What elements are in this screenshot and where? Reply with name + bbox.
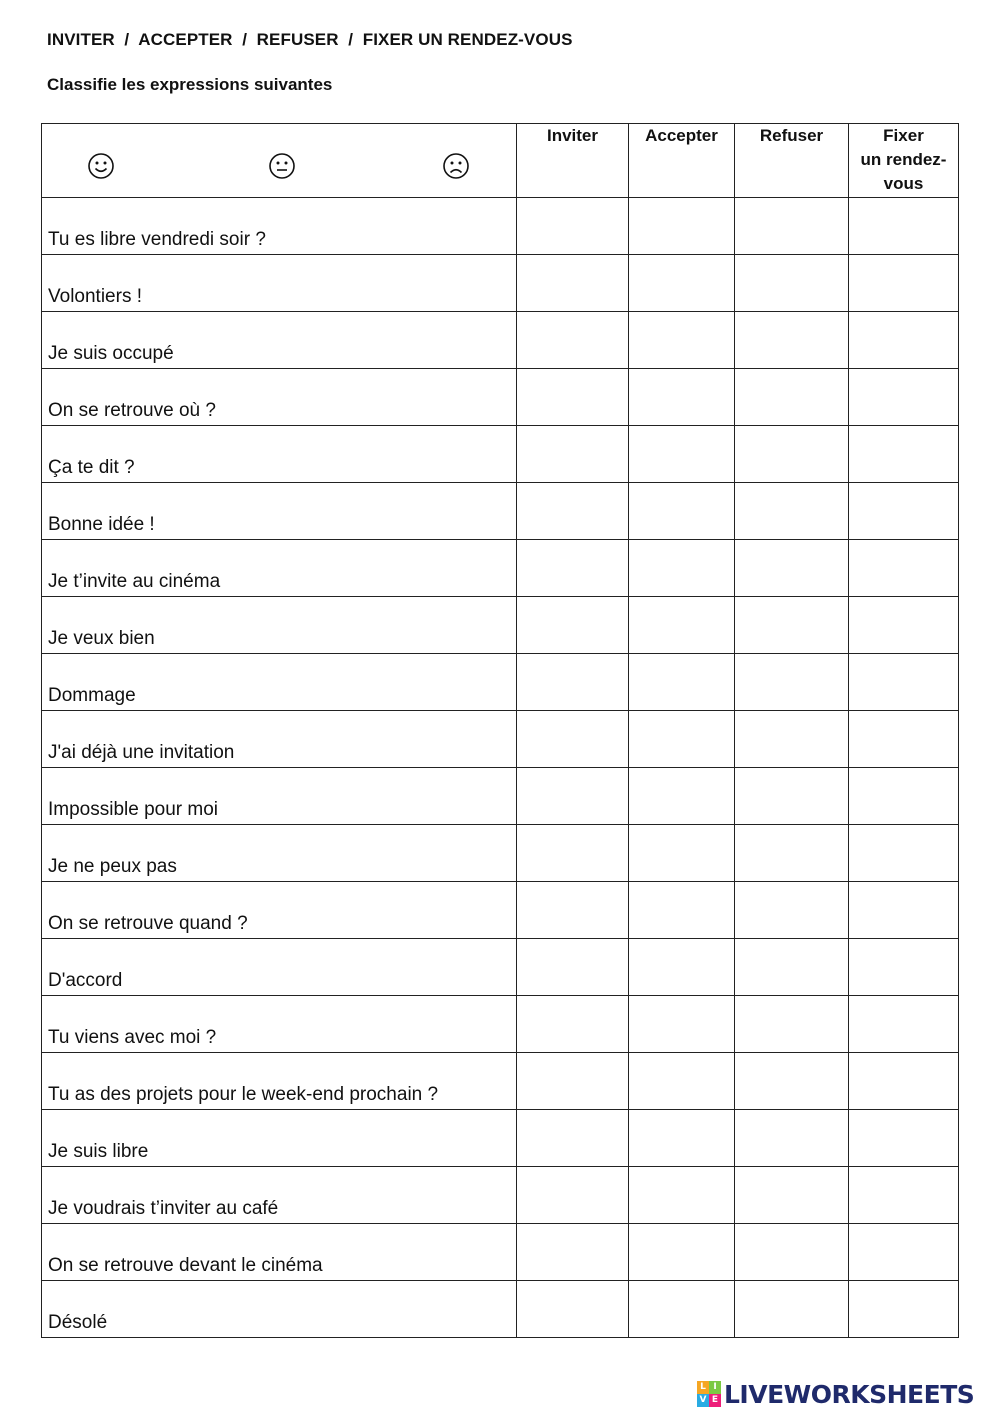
answer-cell-accepter[interactable]: [629, 654, 735, 711]
expression-cell: Je voudrais t’inviter au café: [42, 1167, 517, 1224]
expression-cell: Volontiers !: [42, 255, 517, 312]
expression-cell: Je suis occupé: [42, 312, 517, 369]
expression-cell: Ça te dit ?: [42, 426, 517, 483]
table-row: [42, 1224, 959, 1281]
answer-cell-fixer[interactable]: [849, 255, 959, 312]
answer-cell-inviter[interactable]: [517, 711, 629, 768]
liveworksheets-logo: [697, 1377, 974, 1411]
table-row: [42, 597, 959, 654]
answer-cell-fixer[interactable]: [849, 597, 959, 654]
answer-cell-accepter[interactable]: [629, 426, 735, 483]
answer-cell-inviter[interactable]: [517, 654, 629, 711]
answer-cell-refuser[interactable]: [735, 768, 849, 825]
answer-cell-refuser[interactable]: [735, 255, 849, 312]
answer-cell-fixer[interactable]: [849, 483, 959, 540]
answer-cell-refuser[interactable]: [735, 1053, 849, 1110]
expression-cell: On se retrouve où ?: [42, 369, 517, 426]
answer-cell-inviter[interactable]: [517, 996, 629, 1053]
column-header-fixer: [849, 124, 959, 198]
answer-cell-fixer[interactable]: [849, 939, 959, 996]
answer-cell-accepter[interactable]: [629, 1224, 735, 1281]
answer-cell-fixer[interactable]: [849, 825, 959, 882]
answer-cell-inviter[interactable]: [517, 483, 629, 540]
column-header-fixer-line1: Fixer: [883, 126, 924, 145]
answer-cell-refuser[interactable]: [735, 711, 849, 768]
expression-cell: Je ne peux pas: [42, 825, 517, 882]
expression-cell: Je suis libre: [42, 1110, 517, 1167]
answer-cell-refuser[interactable]: [735, 1110, 849, 1167]
expression-cell: Dommage: [42, 654, 517, 711]
table-row: [42, 540, 959, 597]
answer-cell-accepter[interactable]: [629, 1167, 735, 1224]
table-row: [42, 1053, 959, 1110]
answer-cell-fixer[interactable]: [849, 426, 959, 483]
answer-cell-accepter[interactable]: [629, 825, 735, 882]
answer-cell-refuser[interactable]: [735, 939, 849, 996]
answer-cell-accepter[interactable]: [629, 882, 735, 939]
answer-cell-inviter[interactable]: [517, 312, 629, 369]
answer-cell-refuser[interactable]: [735, 597, 849, 654]
answer-cell-inviter[interactable]: [517, 768, 629, 825]
answer-cell-accepter[interactable]: [629, 597, 735, 654]
answer-cell-refuser[interactable]: [735, 1224, 849, 1281]
expression-cell: Impossible pour moi: [42, 768, 517, 825]
answer-cell-fixer[interactable]: [849, 996, 959, 1053]
answer-cell-refuser[interactable]: [735, 540, 849, 597]
answer-cell-refuser[interactable]: [735, 1281, 849, 1338]
table-row: [42, 711, 959, 768]
answer-cell-accepter[interactable]: [629, 1281, 735, 1338]
expression-cell: Tu as des projets pour le week-end prochain ?: [42, 1053, 517, 1110]
table-row: [42, 255, 959, 312]
sad-face-icon: [441, 151, 471, 181]
logo-mark-icon: L I V E: [697, 1381, 721, 1407]
expression-cell: Tu viens avec moi ?: [42, 996, 517, 1053]
answer-cell-refuser[interactable]: [735, 654, 849, 711]
answer-cell-inviter[interactable]: [517, 882, 629, 939]
answer-cell-accepter[interactable]: [629, 711, 735, 768]
column-header-fixer-line3: vous: [883, 174, 924, 193]
answer-cell-fixer[interactable]: [849, 1281, 959, 1338]
answer-cell-accepter[interactable]: [629, 1110, 735, 1167]
answer-cell-fixer[interactable]: [849, 1053, 959, 1110]
expression-cell: On se retrouve quand ?: [42, 882, 517, 939]
answer-cell-refuser[interactable]: [735, 882, 849, 939]
answer-cell-fixer[interactable]: [849, 654, 959, 711]
answer-cell-refuser[interactable]: [735, 483, 849, 540]
table-row: [42, 312, 959, 369]
answer-cell-refuser[interactable]: [735, 198, 849, 255]
answer-cell-refuser[interactable]: [735, 426, 849, 483]
answer-cell-inviter[interactable]: [517, 540, 629, 597]
answer-cell-accepter[interactable]: [629, 768, 735, 825]
expression-cell: Tu es libre vendredi soir ?: [42, 198, 517, 255]
table-row: [42, 426, 959, 483]
logo-text: LIVEWORKSHEETS: [724, 1379, 975, 1409]
answer-cell-inviter[interactable]: [517, 198, 629, 255]
table-row: [42, 825, 959, 882]
answer-cell-refuser[interactable]: [735, 1167, 849, 1224]
answer-cell-accepter[interactable]: [629, 312, 735, 369]
column-header-refuser: Refuser: [735, 124, 849, 198]
answer-cell-accepter[interactable]: [629, 198, 735, 255]
expression-cell: Je t’invite au cinéma: [42, 540, 517, 597]
answer-cell-accepter[interactable]: [629, 369, 735, 426]
table-row: [42, 768, 959, 825]
answer-cell-accepter[interactable]: [629, 255, 735, 312]
answer-cell-fixer[interactable]: [849, 882, 959, 939]
table-row: [42, 369, 959, 426]
answer-cell-accepter[interactable]: [629, 483, 735, 540]
answer-cell-fixer[interactable]: [849, 768, 959, 825]
expression-cell: J'ai déjà une invitation: [42, 711, 517, 768]
answer-cell-fixer[interactable]: [849, 1110, 959, 1167]
smiley-header-cell: [42, 124, 517, 198]
answer-cell-inviter[interactable]: [517, 1281, 629, 1338]
answer-cell-inviter[interactable]: [517, 597, 629, 654]
page-title: INVITER / ACCEPTER / REFUSER / FIXER UN RENDEZ-VOUS: [47, 30, 573, 49]
table-row: [42, 654, 959, 711]
answer-cell-accepter[interactable]: [629, 996, 735, 1053]
happy-face-icon: [86, 151, 116, 181]
answer-cell-inviter[interactable]: [517, 369, 629, 426]
expression-cell: Désolé: [42, 1281, 517, 1338]
expression-cell: D'accord: [42, 939, 517, 996]
answer-cell-inviter[interactable]: [517, 255, 629, 312]
answer-cell-fixer[interactable]: [849, 312, 959, 369]
answer-cell-fixer[interactable]: [849, 1224, 959, 1281]
expression-cell: On se retrouve devant le cinéma: [42, 1224, 517, 1281]
neutral-face-icon: [267, 151, 297, 181]
table-header-row: [42, 124, 959, 198]
instructions: Classifie les expressions suivantes: [47, 75, 333, 94]
table-row: [42, 198, 959, 255]
answer-cell-fixer[interactable]: [849, 1167, 959, 1224]
answer-cell-inviter[interactable]: [517, 1167, 629, 1224]
answer-cell-accepter[interactable]: [629, 540, 735, 597]
answer-cell-inviter[interactable]: [517, 939, 629, 996]
answer-cell-inviter[interactable]: [517, 1224, 629, 1281]
answer-cell-inviter[interactable]: [517, 825, 629, 882]
answer-cell-inviter[interactable]: [517, 426, 629, 483]
classification-table: [41, 123, 959, 1338]
column-header-accepter: Accepter: [629, 124, 735, 198]
table-row: [42, 939, 959, 996]
column-header-inviter: Inviter: [517, 124, 629, 198]
answer-cell-inviter[interactable]: [517, 1110, 629, 1167]
answer-cell-refuser[interactable]: [735, 996, 849, 1053]
answer-cell-refuser[interactable]: [735, 825, 849, 882]
table-row: [42, 996, 959, 1053]
column-header-fixer-line2: un rendez-: [860, 150, 947, 169]
table-row: [42, 1167, 959, 1224]
answer-cell-accepter[interactable]: [629, 939, 735, 996]
expression-cell: Bonne idée !: [42, 483, 517, 540]
answer-cell-fixer[interactable]: [849, 540, 959, 597]
table-row: [42, 882, 959, 939]
expression-cell: Je veux bien: [42, 597, 517, 654]
answer-cell-fixer[interactable]: [849, 369, 959, 426]
answer-cell-accepter[interactable]: [629, 1053, 735, 1110]
answer-cell-fixer[interactable]: [849, 711, 959, 768]
answer-cell-fixer[interactable]: [849, 198, 959, 255]
table-row: [42, 1110, 959, 1167]
answer-cell-refuser[interactable]: [735, 369, 849, 426]
table-body: [42, 198, 959, 1338]
answer-cell-refuser[interactable]: [735, 312, 849, 369]
answer-cell-inviter[interactable]: [517, 1053, 629, 1110]
table-row: [42, 483, 959, 540]
table-row: [42, 1281, 959, 1338]
